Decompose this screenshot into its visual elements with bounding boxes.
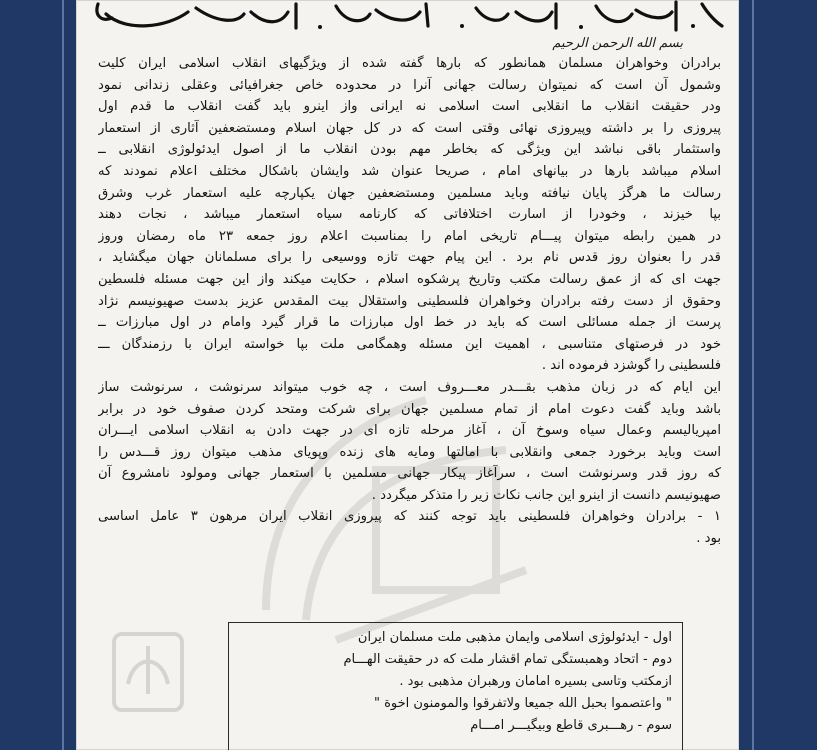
text-line: باشد وباید گفت دعوت امام از تمام مسلمین جهان برای شرکت ومتحد کردن صفوف خود در برابر [98, 401, 721, 417]
text-line: است وباید برخورد جمعی وانقلابی با امالتها ومایه های زنده وپویای مذهب میتوان روز قـــدس را [98, 444, 721, 460]
text-line: رسالت ما هرگز پایان نیافته وباید مسلمین ومستضعفین جهان یکپارچه علیه استعمار غرب وشرق [98, 185, 721, 201]
text-line: این ایام که در زبان مذهب بقـــدر معـــروف است ، چه خوب میتواند سرنوشت ، سرنوشت ساز [98, 379, 721, 395]
text-line: ۱ - برادران وخواهران فلسطینی باید توجه کنند که پیروزی انقلاب ایران مرهون ۳ عامل اساسی [98, 509, 721, 525]
frame-line-left [62, 0, 64, 750]
document-body [98, 34, 721, 550]
text-line: پرست از جمله مسائلی است که باید در خط اول مبارزات ما قرار گیرد وامام در اول مبارزات ــ [98, 315, 721, 331]
text-line: ودر حقیقت انقلاب ما انقلابی است اسلامی نه ایرانی واز اینرو باید گفت انقلاب ما قدم اول [98, 99, 721, 115]
text-line: بود . [696, 531, 721, 547]
basmala: بسم الله الرحمن الرحیم [552, 36, 683, 51]
frame-line-right [752, 0, 754, 750]
archive-stamp [104, 624, 192, 720]
text-line: وحقوق از دست رفته برادران وخواهران فلسطینی واستقلال بیت المقدس عزیز بدست صهیونیسم نژاد [98, 293, 721, 309]
box-line: ازمکتب وتاسی بسیره امامان ورهبران مذهبی بود . [399, 674, 672, 689]
box-line: " واعتصموا بحبل الله جمیعا ولاتفرقوا والمومنون اخوة " [373, 696, 672, 711]
text-line: واستثمار باقی نباشد این ویژگی که بخاطر مهم بودن انقلاب ما از اصول ایدئولوژی انقلابی ــ [98, 142, 721, 158]
text-line: در همین رابطه میتوان پیـــام تاریخی امام را بمناسبت اعلام روز جمعه ۲۳ ماه رمضان وروز [98, 228, 721, 244]
text-line: خود در فرصتهای متناسبی ، اهمیت این مسئله وهمگامی ملت بپا خواسته ایران با رزمندگان ـــ [98, 336, 721, 352]
text-line: بپا خیزند ، وخودرا از اسارت اختلافاتی که کارنامه سیاه استعمار میباشد ، نجات دهند [98, 207, 721, 223]
text-line: پیروزی را بر داشته وپیروزی نهائی وقتی است که در کل جهان اسلام ومستضعفین آثاری از استعمار [98, 120, 721, 136]
text-line: قدر را بعنوان روز قدس نام برد . این پیام جهت تازه ووسیعی را برای مسلمانان جهان میگشاید ، [98, 250, 721, 266]
box-line: دوم - اتحاد وهمبستگی تمام اقشار ملت که در حقیقت الهـــام [343, 652, 672, 667]
text-line: برادران وخواهران مسلمان همانطور که بارها گفته شده از ویژگیهای انقلاب اسلامی ایران کلیت [98, 56, 721, 71]
text-line: صهیونیسم دانست از اینرو این جانب نکات زیر را متذکر میگردد . [371, 487, 721, 503]
box-line: اول - ایدئولوژی اسلامی وایمان مذهبی ملت مسلمان ایران [357, 630, 672, 645]
box-line: سوم - رهـــبری قاطع وبیگیـــر امـــام [470, 718, 672, 733]
text-line: که روز قدر وسرنوشت است ، سرآغاز پیکار جهانی مسلمین با استعمار جهانی ومولود نامشروع آن [98, 466, 721, 482]
text-line: اسلام میباشد بارها در بیانهای امام ، صریحا عنوان شد وایشان باشکال مختلف اعلام نمودند که [98, 163, 721, 179]
text-line: جهت ای که از عمق رسالت مکتب وتاریخ پرشکوه اسلام ، حکایت میکند واز این جهت مسئله فلسطین [98, 271, 721, 287]
text-line: امپریالیسم وعمال سیاه وسوخ آن ، آغاز مرحله تازه ای در جهت دادن به انقلاب اسلامی ایـــران [98, 423, 721, 439]
document-page [76, 0, 739, 750]
header-title-script [76, 0, 739, 34]
boxed-list [228, 622, 683, 750]
text-line: وشمول آن است که نمیتوان رسالت جهانی آنرا در محدوده خاص جغرافیائی وعقلی زندانی نمود [98, 77, 721, 93]
text-line: فلسطینی را گوشزد فرموده اند . [541, 358, 721, 374]
